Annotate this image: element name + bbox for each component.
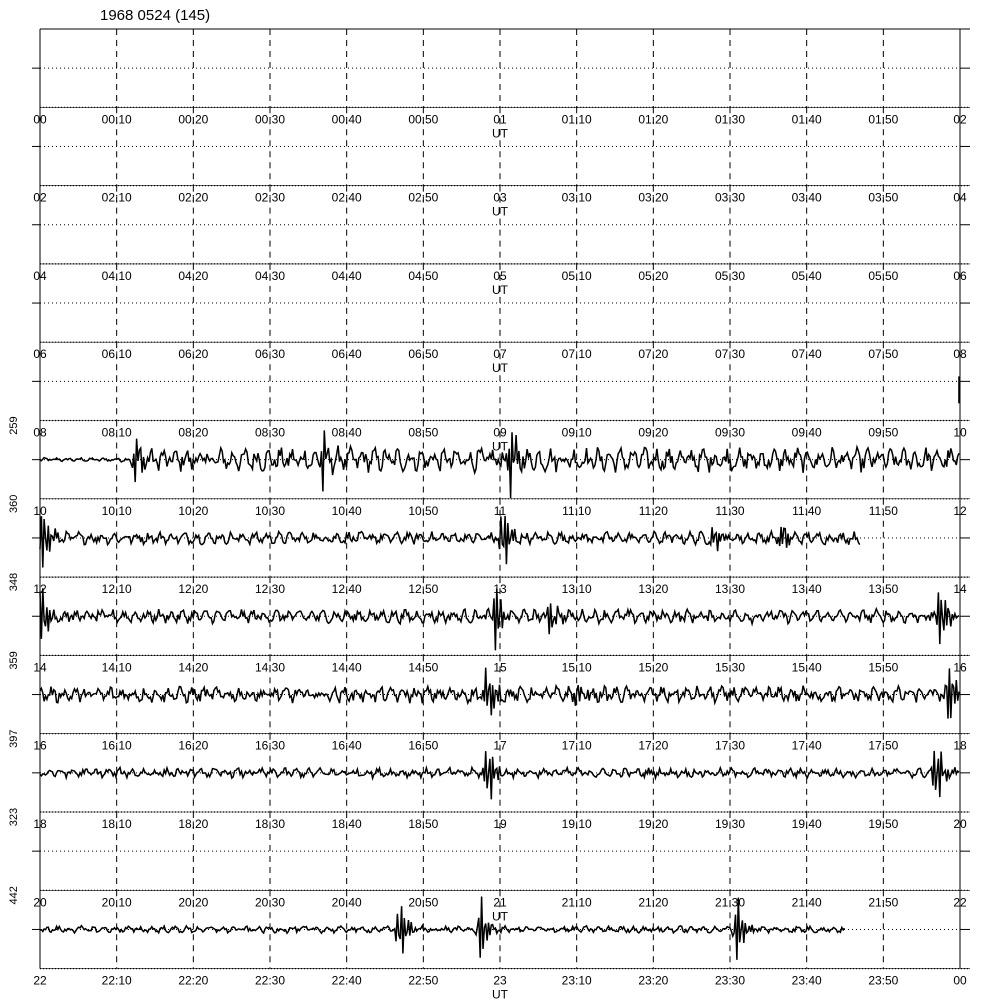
tick-label: 05:10 — [561, 268, 592, 283]
trace-line — [40, 516, 860, 568]
tick-label: 06:10 — [101, 347, 132, 362]
trace-row-6 — [8, 499, 970, 596]
tick-label: 07:10 — [561, 347, 592, 362]
tick-label: 16:50 — [408, 738, 439, 753]
row-count-label: 442 — [8, 886, 20, 905]
x-axis-label: UT — [492, 126, 508, 141]
tick-label: 06:20 — [178, 347, 209, 362]
tick-label: 07:30 — [714, 347, 746, 362]
tick-label: 22:50 — [408, 973, 439, 988]
tick-label: 11:10 — [562, 503, 592, 518]
tick-label: 10:40 — [331, 503, 362, 518]
tick-label: 01:40 — [791, 112, 822, 127]
trace-row-5 — [8, 421, 970, 518]
tick-label: 15:40 — [791, 660, 822, 675]
tick-label: 06 — [33, 347, 47, 362]
tick-label: 14:10 — [101, 660, 132, 675]
tick-label: 03 — [493, 190, 507, 205]
tick-label: 10 — [953, 425, 967, 440]
tick-label: 15:30 — [714, 660, 746, 675]
tick-label: 04:30 — [254, 268, 286, 283]
tick-label: 08:20 — [178, 425, 209, 440]
tick-label: 11 — [493, 503, 507, 518]
tick-label: 00:30 — [254, 112, 286, 127]
tick-label: 16:10 — [101, 738, 132, 753]
tick-label: 17 — [493, 738, 507, 753]
tick-label: 00:50 — [408, 112, 439, 127]
tick-label: 01:10 — [561, 112, 592, 127]
tick-label: 22:40 — [331, 973, 362, 988]
trace-row-10 — [8, 812, 970, 923]
tick-label: 05:30 — [714, 268, 746, 283]
tick-label: 18:20 — [178, 817, 209, 831]
row-count-label: 348 — [8, 572, 20, 592]
tick-label: 20:40 — [331, 895, 362, 910]
tick-label: 23:30 — [714, 973, 746, 988]
tick-label: 23 — [493, 973, 507, 988]
tick-label: 16:40 — [331, 738, 362, 753]
tick-label: 01 — [493, 112, 507, 127]
tick-label: 05:40 — [791, 268, 822, 283]
tick-label: 18 — [33, 817, 47, 831]
tick-label: 02:10 — [101, 190, 132, 205]
tick-label: 14 — [953, 582, 967, 597]
tick-label: 17:20 — [638, 738, 669, 753]
tick-label: 19:30 — [714, 817, 746, 831]
tick-label: 16:30 — [254, 738, 286, 753]
tick-label: 00:20 — [178, 112, 209, 127]
tick-label: 10 — [33, 503, 47, 518]
tick-label: 17:30 — [714, 738, 746, 753]
tick-label: 08:10 — [101, 425, 132, 440]
trace-row-4 — [8, 342, 970, 453]
tick-label: 04 — [953, 190, 967, 205]
tick-label: 05:50 — [868, 268, 899, 283]
tick-label: 13:10 — [561, 582, 592, 597]
tick-label: 20:20 — [178, 895, 209, 910]
tick-label: 06:40 — [331, 347, 362, 362]
tick-label: 02 — [953, 112, 967, 127]
tick-label: 06:30 — [254, 347, 286, 362]
tick-label: 13:50 — [868, 582, 899, 597]
tick-label: 20 — [33, 895, 47, 910]
tick-label: 15:20 — [638, 660, 669, 675]
tick-label: 18:50 — [408, 817, 439, 831]
tick-label: 15 — [493, 660, 507, 675]
tick-label: 18:10 — [101, 817, 132, 831]
tick-label: 15:50 — [868, 660, 899, 675]
trace-row-7 — [8, 577, 970, 674]
tick-label: 01:30 — [714, 112, 746, 127]
trace-row-9 — [8, 734, 970, 831]
tick-label: 18:40 — [331, 817, 362, 831]
tick-label: 22:10 — [101, 973, 132, 988]
tick-label: 20:50 — [408, 895, 439, 910]
row-count-label: 323 — [8, 807, 20, 827]
tick-label: 12 — [33, 582, 47, 597]
tick-label: 19:40 — [791, 817, 822, 831]
tick-label: 00:40 — [331, 112, 362, 127]
tick-label: 17:10 — [561, 738, 592, 753]
tick-label: 00 — [953, 973, 967, 988]
tick-label: 07:20 — [638, 347, 669, 362]
tick-label: 03:30 — [714, 190, 746, 205]
tick-label: 22:30 — [254, 973, 286, 988]
tick-label: 11:30 — [715, 503, 745, 518]
tick-label: 02:20 — [178, 190, 209, 205]
tick-label: 10:30 — [254, 503, 286, 518]
tick-label: 03:10 — [561, 190, 592, 205]
tick-label: 09 — [493, 425, 507, 440]
tick-label: 02:50 — [408, 190, 439, 205]
tick-label: 22:20 — [178, 973, 209, 988]
tick-label: 21:20 — [638, 895, 669, 910]
row-count-label: 259 — [8, 416, 20, 435]
tick-label: 05 — [493, 268, 507, 283]
x-axis-label: UT — [492, 204, 508, 219]
x-axis-label: UT — [492, 909, 508, 924]
tick-label: 09:20 — [638, 425, 669, 440]
tick-label: 13 — [493, 582, 507, 597]
tick-label: 01:20 — [638, 112, 669, 127]
tick-label: 14:40 — [331, 660, 362, 675]
tick-label: 09:30 — [714, 425, 746, 440]
tick-label: 21:40 — [791, 895, 822, 910]
tick-label: 08:50 — [408, 425, 439, 440]
tick-label: 14:30 — [254, 660, 286, 675]
tick-label: 04:40 — [331, 268, 362, 283]
tick-label: 08 — [33, 425, 47, 440]
tick-label: 22 — [953, 895, 967, 910]
tick-label: 07 — [493, 347, 507, 362]
tick-label: 20:10 — [101, 895, 132, 910]
tick-label: 12 — [953, 503, 967, 518]
tick-label: 19 — [493, 817, 507, 831]
tick-label: 02 — [33, 190, 47, 205]
tick-label: 16 — [953, 660, 967, 675]
tick-label: 08:40 — [331, 425, 362, 440]
tick-label: 21:50 — [868, 895, 899, 910]
tick-label: 07:40 — [791, 347, 822, 362]
tick-label: 14:50 — [408, 660, 439, 675]
tick-label: 21:10 — [561, 895, 592, 910]
trace-row-8 — [8, 655, 970, 752]
tick-label: 18 — [953, 738, 967, 753]
tick-label: 19:20 — [638, 817, 669, 831]
tick-label: 12:50 — [408, 582, 439, 597]
tick-label: 09:50 — [868, 425, 899, 440]
row-count-label: 359 — [8, 651, 20, 670]
tick-label: 22 — [33, 973, 47, 988]
x-axis-label: UT — [492, 282, 508, 297]
trace-line — [40, 588, 959, 650]
tick-label: 06:50 — [408, 347, 439, 362]
tick-label: 09:10 — [561, 425, 592, 440]
chart-title: 1968 0524 (145) — [100, 7, 211, 24]
tick-label: 00 — [33, 112, 47, 127]
tick-label: 16 — [33, 738, 47, 753]
tick-label: 13:40 — [791, 582, 822, 597]
tick-label: 08 — [953, 347, 967, 362]
tick-label: 11:50 — [868, 503, 898, 518]
tick-label: 03:40 — [791, 190, 822, 205]
tick-label: 10:10 — [101, 503, 132, 518]
tick-label: 12:20 — [178, 582, 209, 597]
tick-label: 04:50 — [408, 268, 439, 283]
row-count-label: 397 — [8, 729, 20, 748]
tick-label: 19:10 — [561, 817, 592, 831]
tick-label: 13:30 — [714, 582, 746, 597]
tick-label: 14 — [33, 660, 47, 675]
x-axis-label: UT — [492, 987, 508, 1000]
x-axis-label: UT — [492, 439, 508, 454]
tick-label: 10:20 — [178, 503, 209, 518]
row-count-label: 360 — [8, 494, 20, 513]
tick-label: 10:50 — [408, 503, 439, 518]
x-axis-label: UT — [492, 361, 508, 376]
tick-label: 20:30 — [254, 895, 286, 910]
tick-label: 05:20 — [638, 268, 669, 283]
tick-label: 17:40 — [791, 738, 822, 753]
tick-label: 12:40 — [331, 582, 362, 597]
tick-label: 11:40 — [792, 503, 822, 518]
tick-label: 03:50 — [868, 190, 899, 205]
tick-label: 04:20 — [178, 268, 209, 283]
tick-label: 15:10 — [561, 660, 592, 675]
tick-label: 03:20 — [638, 190, 669, 205]
tick-label: 07:50 — [868, 347, 899, 362]
plot-area — [8, 29, 970, 1000]
tick-label: 14:20 — [178, 660, 209, 675]
tick-label: 18:30 — [254, 817, 286, 831]
tick-label: 19:50 — [868, 817, 899, 831]
tick-label: 00:10 — [101, 112, 132, 127]
tick-label: 01:50 — [868, 112, 899, 127]
tick-label: 20 — [953, 817, 967, 831]
tick-label: 21:30 — [714, 895, 746, 910]
tick-label: 23:20 — [638, 973, 669, 988]
tick-label: 17:50 — [868, 738, 899, 753]
tick-label: 02:30 — [254, 190, 286, 205]
tick-label: 04 — [33, 268, 47, 283]
tick-label: 06 — [953, 268, 967, 283]
tick-label: 23:10 — [561, 973, 592, 988]
tick-label: 09:40 — [791, 425, 822, 440]
trace-row-0 — [32, 29, 970, 140]
tick-label: 12:10 — [101, 582, 132, 597]
tick-label: 13:20 — [638, 582, 669, 597]
tick-label: 23:50 — [868, 973, 899, 988]
tick-label: 08:30 — [254, 425, 286, 440]
tick-label: 23:40 — [791, 973, 822, 988]
tick-label: 21 — [493, 895, 507, 910]
tick-label: 12:30 — [254, 582, 286, 597]
tick-label: 16:20 — [178, 738, 209, 753]
tick-label: 04:10 — [101, 268, 132, 283]
tick-label: 11:20 — [638, 503, 668, 518]
tick-label: 02:40 — [331, 190, 362, 205]
